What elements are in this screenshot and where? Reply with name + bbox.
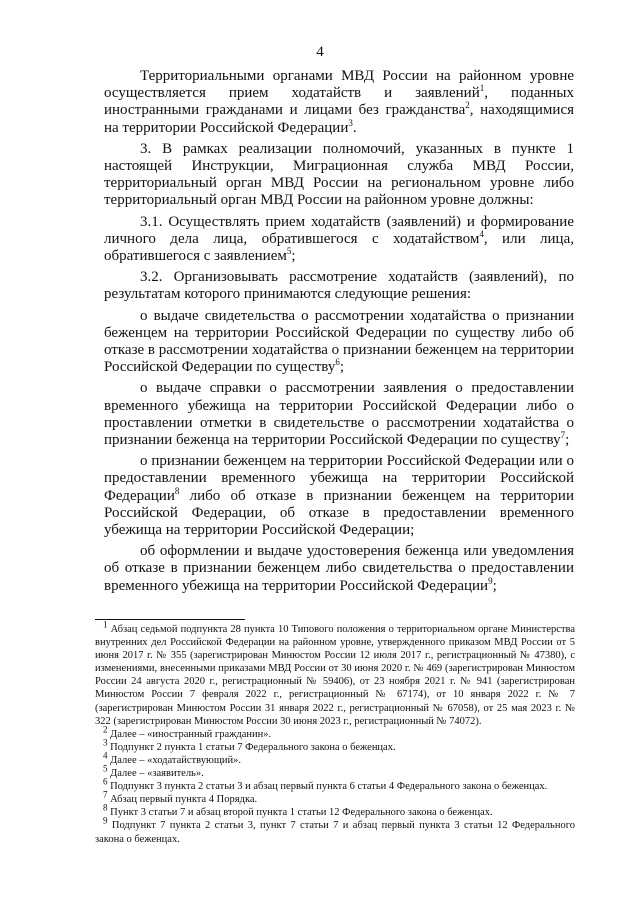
footnote <box>95 737 575 754</box>
page-number: 4 <box>316 44 324 60</box>
footnote-number: 8 <box>103 802 108 813</box>
footnote-text: Далее – «ходатайствующий». <box>110 754 242 766</box>
paragraph-text: 3.1. Осуществлять прием ходатайств (заявлений) и формирование личного дела лица, обратившегося с ходатайством <box>104 213 574 247</box>
footnote-ref: 6 <box>335 357 340 368</box>
footnote-ref: 4 <box>479 228 484 239</box>
paragraph <box>104 308 574 377</box>
footnote <box>95 789 575 806</box>
footnote-number: 6 <box>103 776 108 787</box>
footnote <box>95 619 576 728</box>
paragraph-text: об оформлении и выдаче удостоверения беженца или уведомления об отказе в признании беженцем либо свидетельства о предоставлении временного убежища на территории Российской Федерации <box>104 543 574 594</box>
paragraph-text: , или лица, обратившегося с заявлением <box>104 230 574 265</box>
paragraph <box>104 543 574 595</box>
paragraph-text: ; <box>291 248 296 265</box>
paragraph-text: ; <box>492 577 497 594</box>
footnote <box>95 750 575 767</box>
paragraph-text: о признании беженцем на территории Российской Федерации или о предоставлении временного убежища на территории Российской Федерации <box>104 453 574 504</box>
footnotes <box>95 619 576 846</box>
footnote-number: 7 <box>103 789 108 800</box>
footnote-ref: 9 <box>488 575 493 586</box>
paragraph <box>104 380 574 449</box>
footnote-text: Далее – «заявитель». <box>110 768 204 780</box>
footnote-text: Абзац седьмой подпункта 28 пункта 10 Типового положения о территориальном органе Министерства внутренних дел Российской Федерации на районном уровне, утвержденного приказом МВД России от 5 июня 2017 г. № 355 (зарегистрирован Минюстом России 12 июля 2017 г., регистрационный № 47380), с изменениями, внесенными приказами МВД России от 30 июня 2020 г. № 469 (зарегистрирован Минюстом России 24 августа 2020 г., регистрационный № 59406), от 23 ноября 2021 г. № 941 (зарегистрирован Минюстом России 7 февраля 2022 г., регистрационный № 67174), от 10 января 2022 г. № 7 (зарегистрирован Минюстом России 31 января 2022 г., регистрационный № 67058), от 25 мая 2023 г. № 322 (зарегистрирован Минюстом России 30 июня 2023 г., регистрационный № 74072). <box>95 624 576 727</box>
footnote-number: 2 <box>103 724 108 735</box>
footnote-text: Далее – «иностранный гражданин». <box>110 728 272 740</box>
footnote <box>95 815 575 845</box>
footnote-text: Пункт 3 статьи 7 и абзац второй пункта 1 статьи 12 Федерального закона о беженцах. <box>110 807 493 819</box>
footnote-ref: 5 <box>286 246 292 257</box>
paragraph <box>104 453 574 539</box>
paragraph-text: 3.2. Организовывать рассмотрение ходатайств (заявлений), по результатам которого принимаются следующие решения: <box>104 269 574 303</box>
paragraph-text: ; <box>565 432 570 449</box>
footnote <box>95 724 575 741</box>
footnote-text: Абзац первый пункта 4 Порядка. <box>110 794 258 806</box>
paragraph <box>104 68 574 137</box>
footnote <box>95 763 575 780</box>
paragraph <box>104 214 574 266</box>
footnote-separator <box>95 619 245 620</box>
paragraph-text: о выдаче свидетельства о рассмотрении ходатайства о признании беженцем на территории Российской Федерации по существу либо об отказе в рассмотрении ходатайства о признании беженцем на территории Российской Федерации по существу <box>104 307 574 376</box>
paragraph <box>104 141 574 210</box>
footnote-number: 1 <box>103 619 108 630</box>
footnote-text: Подпункт 3 пункта 2 статьи 3 и абзац первый пункта 6 статьи 4 Федерального закона о беженцах. <box>110 781 548 793</box>
footnote-text: Подпункт 7 пункта 2 статьи 3, пункт 7 статьи 7 и абзац первый пункта 3 статьи 12 Федерального закона о беженцах. <box>95 820 575 845</box>
paragraph-text: . <box>352 119 357 136</box>
paragraph-text: ; <box>339 359 345 376</box>
footnote <box>95 802 575 819</box>
paragraph-text: , находящимися на территории Российской Федерации <box>104 102 574 136</box>
footnote-number: 9 <box>103 815 108 826</box>
footnote-number: 3 <box>103 737 108 748</box>
paragraph-text: , поданных иностранными гражданами и лицами без гражданства <box>104 85 574 119</box>
footnote-ref: 7 <box>560 430 566 441</box>
footnote-number: 5 <box>103 763 108 774</box>
footnote-number: 4 <box>103 750 108 761</box>
body-text <box>104 68 574 599</box>
footnote-ref: 1 <box>479 83 485 94</box>
paragraph-text: либо об отказе в признании беженцем на территории Российской Федерации, об отказе в предоставлении временного убежища на территории Российской Федерации; <box>104 487 574 539</box>
paragraph-text: 3. В рамках реализации полномочий, указанных в пункте 1 настоящей Инструкции, Миграционная служба МВД России, территориальный орган МВД России на региональном уровне либо территориальный орган МВД России на районном уровне должны: <box>104 140 574 209</box>
paragraph-text: Территориальными органами МВД России на районном уровне осуществляется прием ходатайств и заявлений <box>104 68 574 102</box>
footnote-ref: 8 <box>174 485 180 496</box>
footnote-ref: 2 <box>465 100 470 111</box>
footnote-text: Подпункт 2 пункта 1 статьи 7 Федерального закона о беженцах. <box>110 741 396 753</box>
paragraph <box>104 269 574 303</box>
footnote-ref: 3 <box>348 117 353 128</box>
paragraph-text: о выдаче справки о рассмотрении заявления о предоставлении временного убежища на территории Российской Федерации либо о проставлении отметки в свидетельстве о рассмотрении ходатайства о признании беженца на территории Российской Федерации по существу <box>104 380 574 449</box>
footnote <box>95 776 575 793</box>
